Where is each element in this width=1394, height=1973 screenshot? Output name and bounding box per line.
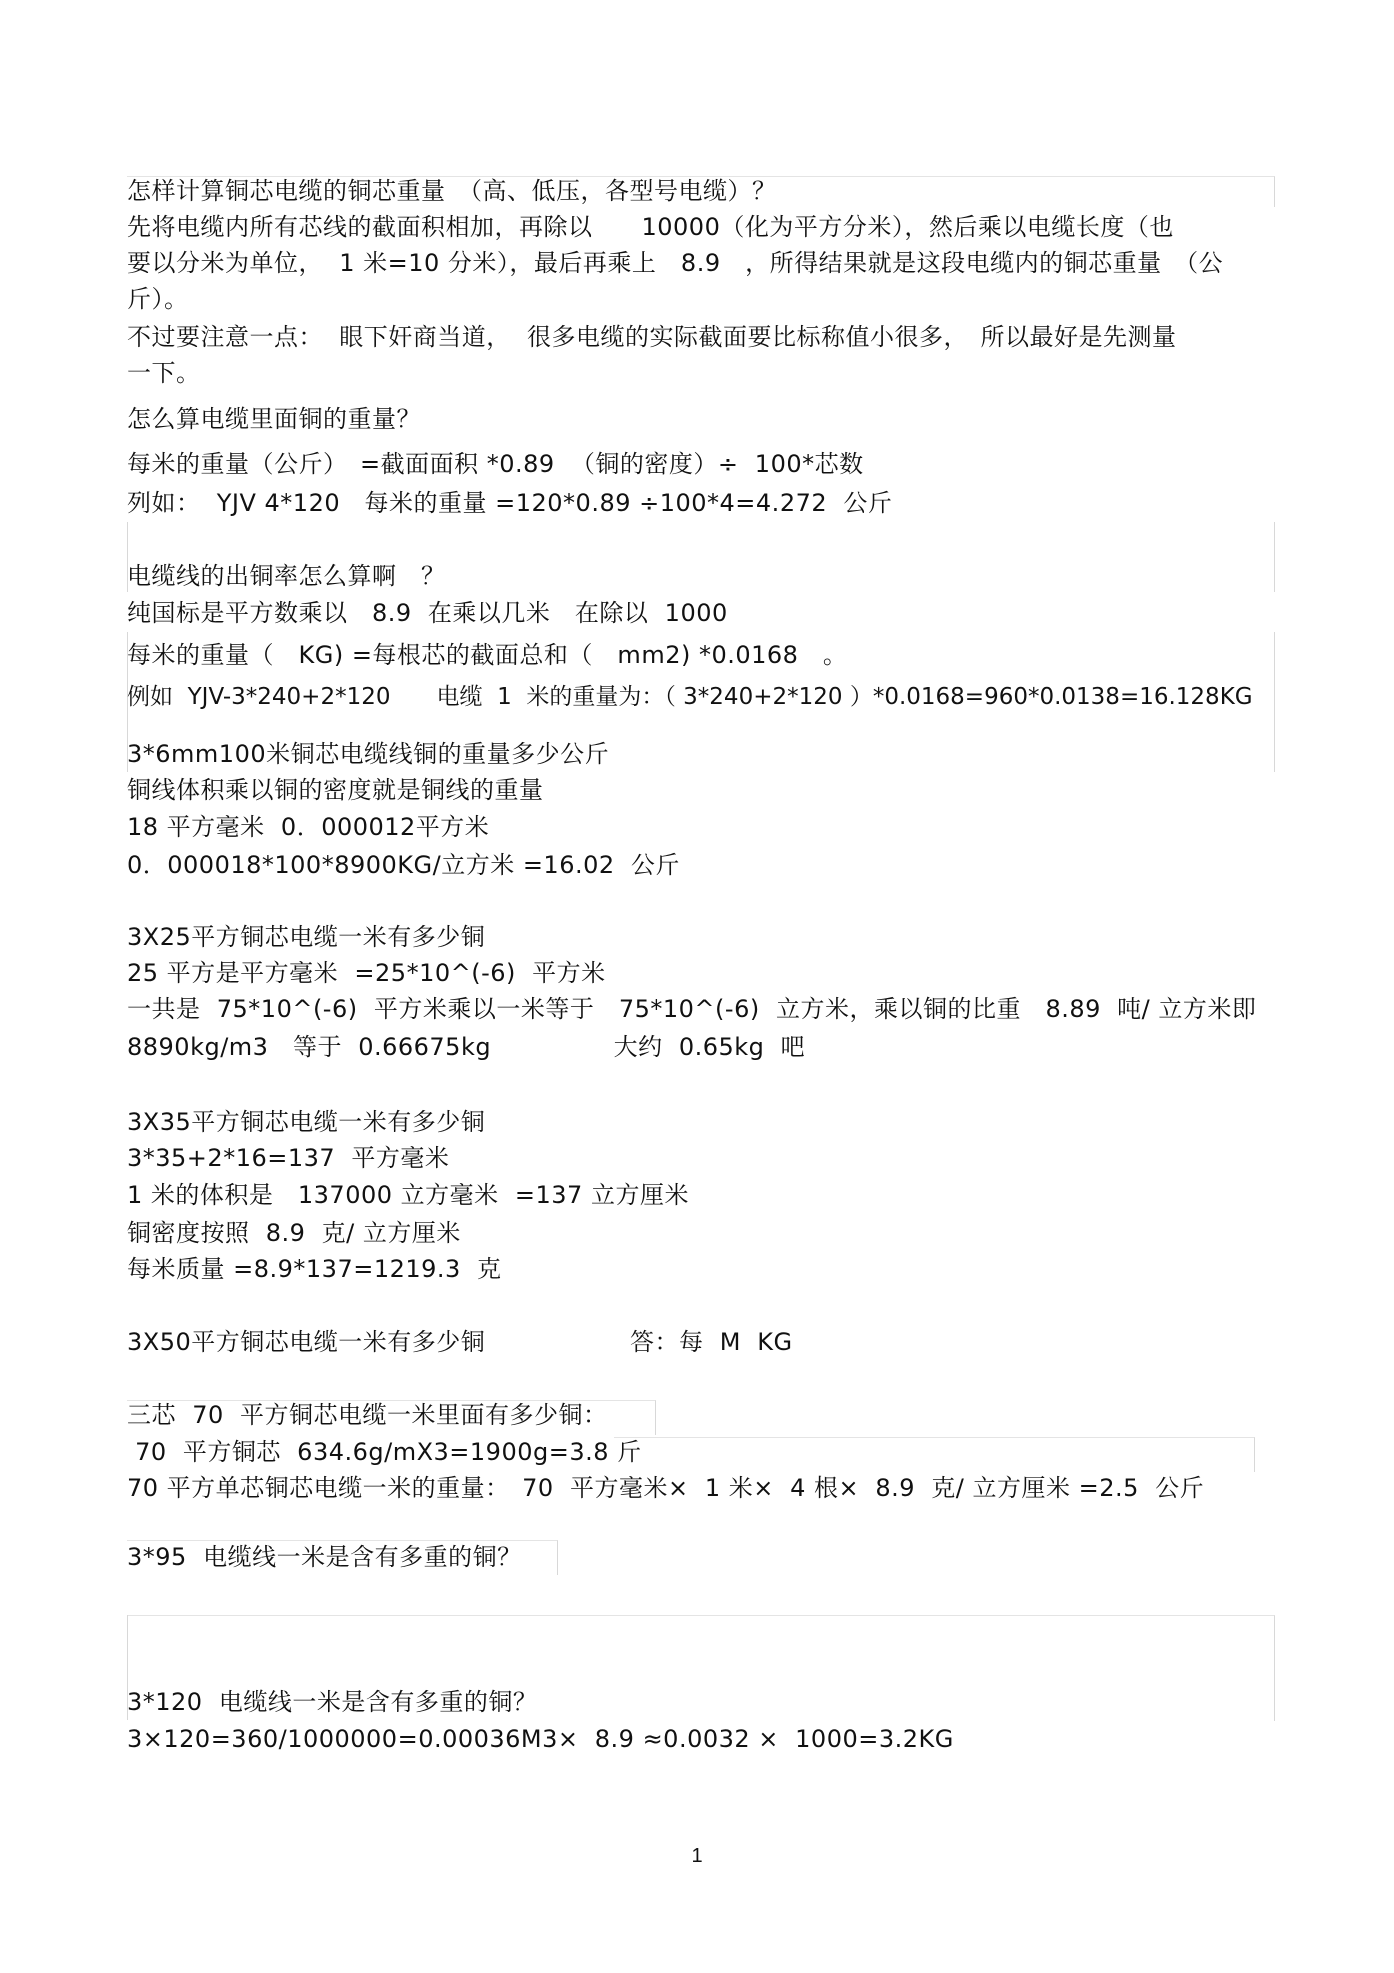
body-text: 一下。 [127,359,201,387]
question-title: 3*120 电缆线一米是含有多重的铜？ [127,1688,538,1716]
body-text: 70 平方铜芯 634.6g/mX3=1900g=3.8 斤 [127,1438,642,1466]
body-text: 18 平方毫米 0．000012平方米 [127,813,490,841]
example-text: 列如： YJV 4*120 每米的重量 =120*0.89 ÷100*4=4.272 公斤 [127,489,893,517]
page-number: 1 [691,1845,703,1867]
question-title: 3*95 电缆线一米是含有多重的铜？ [127,1543,522,1571]
body-text: 铜密度按照 8.9 克/ 立方厘米 [127,1219,461,1247]
question-title: 3*6mm100米铜芯电缆线铜的重量多少公斤 [127,740,610,768]
body-text: 一共是 75*10^(-6) 平方米乘以一米等于 75*10^(-6) 立方米，乘以铜的比重 8.89 吨/ 立方米即 [127,995,1257,1023]
question-title: 三芯 70 平方铜芯电缆一米里面有多少铜： [127,1401,608,1429]
question-title: 电缆线的出铜率怎么算啊 ？ [127,562,446,590]
frame-line [614,1437,1255,1472]
question-title: 怎么算电缆里面铜的重量？ [127,405,421,433]
body-text: 3×120=360/1000000=0.00036M3× 8.9 ≈0.0032 × 1000=3.2KG [127,1725,954,1753]
body-text: 铜线体积乘以铜的密度就是铜线的重量 [127,776,544,804]
body-text: 纯国标是平方数乘以 8.9 在乘以几米 在除以 1000 [127,599,728,627]
body-text: 0．000018*100*8900KG/立方米 =16.02 公斤 [127,851,680,879]
body-text: 3*35+2*16=137 平方毫米 [127,1144,450,1172]
body-text: 不过要注意一点： 眼下奸商当道， 很多电缆的实际截面要比标称值小很多， 所以最好是先测量 [127,323,1177,351]
body-text: 25 平方是平方毫米 =25*10^(-6) 平方米 [127,959,606,987]
body-text: 1 米的体积是 137000 立方毫米 =137 立方厘米 [127,1181,689,1209]
body-text: 8890kg/m3 等于 0.66675kg 大约 0.65kg 吧 [127,1033,806,1061]
answer-text: 答：每 M KG [630,1328,793,1356]
body-text: 70 平方单芯铜芯电缆一米的重量： 70 平方毫米× 1 米× 4 根× 8.9 克/ 立方厘米 =2.5 公斤 [127,1474,1205,1502]
question-title: 3X25平方铜芯电缆一米有多少铜 [127,923,486,951]
question-title: 3X35平方铜芯电缆一米有多少铜 [127,1108,486,1136]
body-text: 要以分米为单位， 1 米=10 分米），最后再乘上 8.9 ，所得结果就是这段电缆内的铜芯重量 （公 [127,249,1224,277]
question-title: 怎样计算铜芯电缆的铜芯重量 （高、低压，各型号电缆）？ [127,177,777,205]
frame-line [1200,522,1275,592]
body-text: 每米质量 =8.9*137=1219.3 克 [127,1255,502,1283]
example-text: 例如 YJV-3*240+2*120 电缆 1 米的重量为：（ 3*240+2*120 ）*0.0168=960*0.0138=16.128KG [127,684,1253,710]
formula-text: 每米的重量（公斤） =截面面积 *0.89 （铜的密度）÷ 100*芯数 [127,450,864,478]
body-text: 先将电缆内所有芯线的截面积相加，再除以 10000（化为平方分米），然后乘以电缆长度（也 [127,213,1174,241]
formula-text: 每米的重量（ KG) =每根芯的截面总和（ mm2) *0.0168 。 [127,641,848,669]
body-text: 斤）。 [127,285,189,313]
question-title: 3X50平方铜芯电缆一米有多少铜 [127,1328,486,1356]
